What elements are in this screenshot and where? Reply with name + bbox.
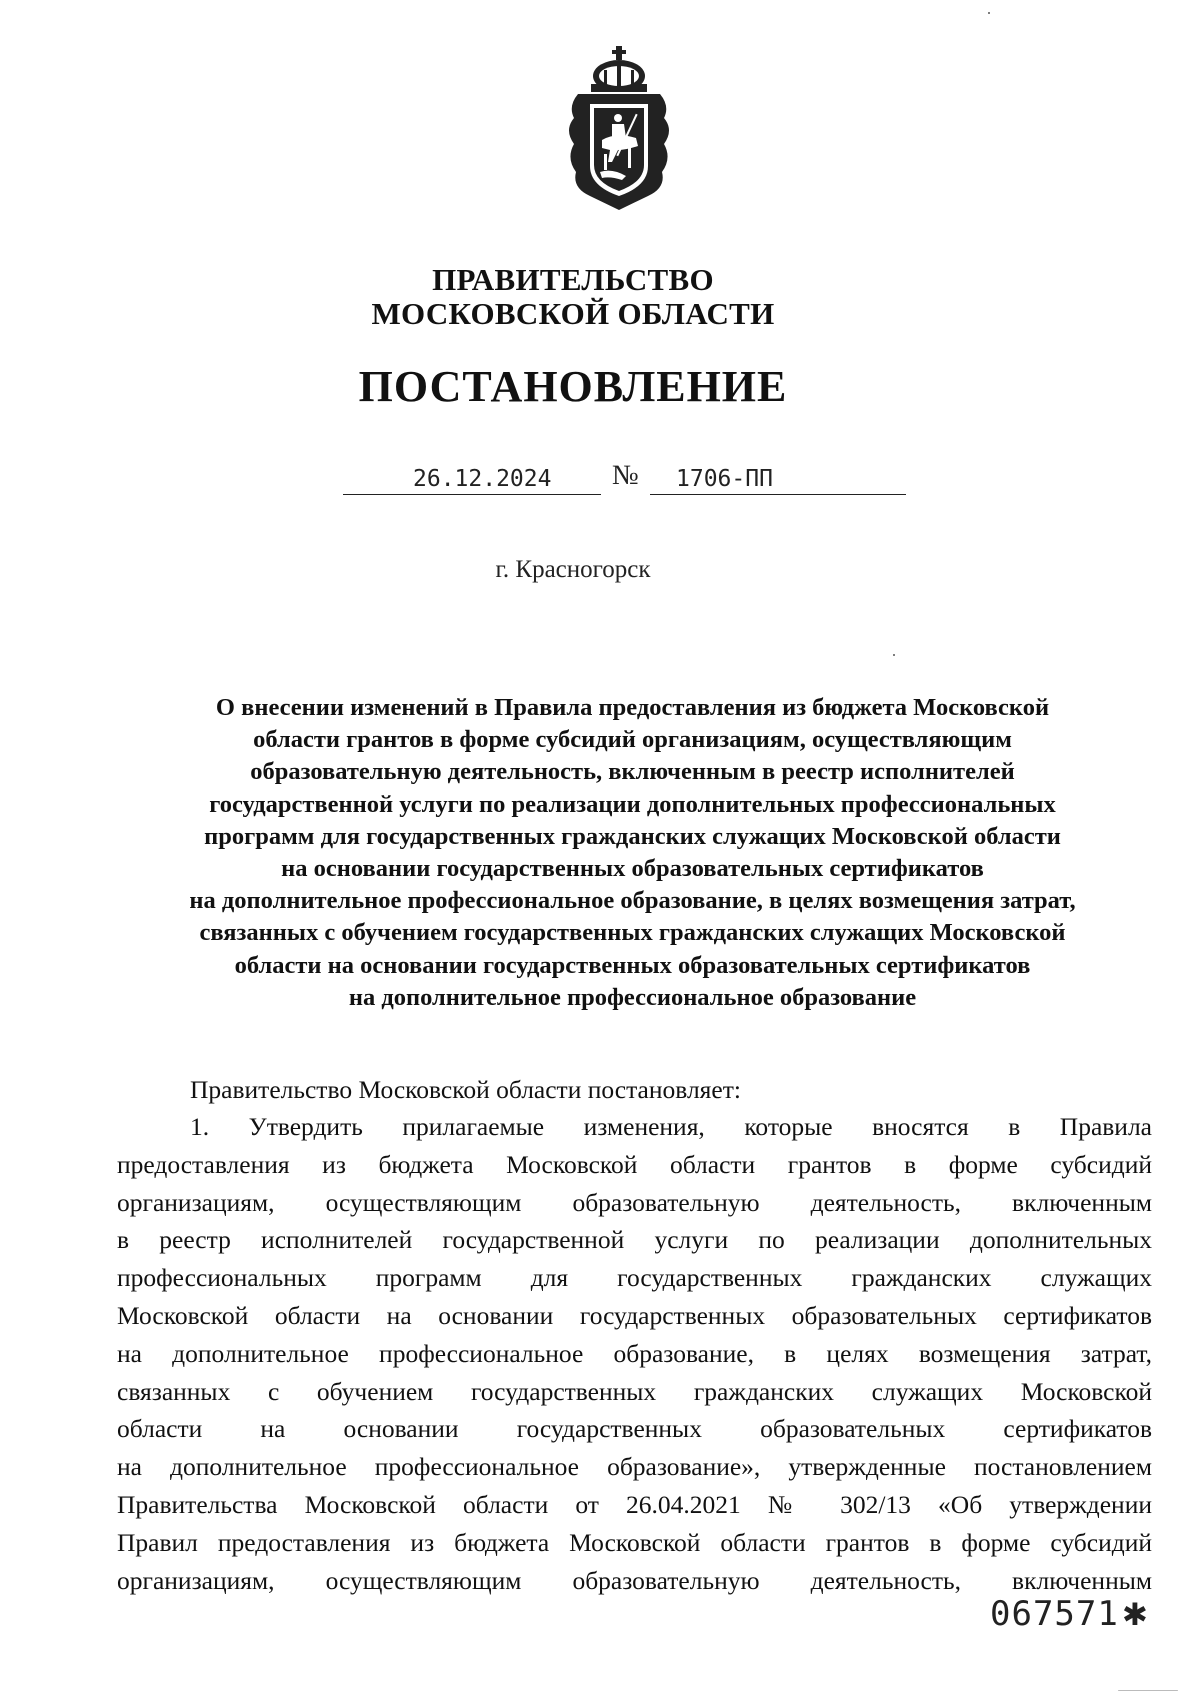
subject-line: области на основании государственных образовательных сертификатов xyxy=(234,951,1031,979)
moscow-oblast-coat-of-arms-icon xyxy=(556,46,682,212)
clause-line: Московской области на основании государственных образовательных сертификатов xyxy=(117,1300,1152,1330)
decree-number-field xyxy=(650,462,906,495)
organization-name-line2: МОСКОВСКОЙ ОБЛАСТИ xyxy=(371,296,775,331)
number-sign: № xyxy=(612,460,639,491)
clause-line: предоставления из бюджета Московской области грантов в форме субсидий xyxy=(117,1149,1152,1179)
decree-number: 1706-ПП xyxy=(676,466,773,492)
subject-line: на дополнительное профессиональное образование, в целях возмещения затрат, xyxy=(189,887,1076,915)
decree-date: 26.12.2024 xyxy=(413,466,552,492)
clause-line: 1. Утвердить прилагаемые изменения, которые вносятся в Правила xyxy=(190,1112,1152,1141)
decree-date-field xyxy=(343,462,601,495)
city-name: г. Красногорск xyxy=(495,556,651,583)
clause-line: в реестр исполнителей государственной услуги по реализации дополнительных xyxy=(117,1225,1152,1255)
subject-line: образовательную деятельность, включенным в реестр исполнителей xyxy=(250,758,1015,786)
clause-line: связанных с обучением государственных гражданских служащих Московской xyxy=(117,1376,1152,1406)
subject-line: на дополнительное профессиональное образование xyxy=(348,983,917,1011)
clause-line: профессиональных программ для государственных гражданских служащих xyxy=(117,1263,1152,1293)
asterisk-mark-icon: ✱ xyxy=(1122,1589,1148,1635)
subject-line: программ для государственных гражданских служащих Московской области xyxy=(204,822,1061,850)
subject-line: О внесении изменений в Правила предоставления из бюджета Московской xyxy=(215,694,1050,721)
subject-line: на основании государственных образовательных сертификатов xyxy=(281,855,984,883)
preamble: Правительство Московской области постановляет: xyxy=(190,1075,741,1104)
subject-line: связанных с обучением государственных гражданских служащих Московской xyxy=(199,919,1066,947)
document-type-title: ПОСТАНОВЛЕНИЕ xyxy=(358,362,788,411)
organization-name-line1: ПРАВИТЕЛЬСТВО xyxy=(432,262,714,297)
clause-line: Правительства Московской области от 26.04.2021 № 302/13 «Об утверждении xyxy=(117,1489,1152,1519)
serial-digits: 067571 xyxy=(990,1594,1119,1634)
clause-line: на дополнительное профессиональное образование», утвержденные постановлением xyxy=(117,1452,1152,1482)
scan-speck xyxy=(1118,1690,1178,1691)
decree-subject xyxy=(115,692,1150,1014)
clause-line: организациям, осуществляющим образовательную деятельность, включенным xyxy=(117,1565,1152,1595)
clause-line: на дополнительное профессиональное образование, в целях возмещения затрат, xyxy=(117,1338,1152,1368)
form-serial-number xyxy=(990,1589,1148,1635)
clause-1 xyxy=(117,1108,1152,1599)
scan-speck xyxy=(988,12,990,14)
clause-line: области на основании государственных образовательных сертификатов xyxy=(117,1414,1152,1444)
clause-line: организациям, осуществляющим образовательную деятельность, включенным xyxy=(117,1187,1152,1217)
subject-line: области грантов в форме субсидий организациям, осуществляющим xyxy=(253,726,1012,754)
scan-speck xyxy=(893,654,895,656)
clause-line: Правил предоставления из бюджета Московской области грантов в форме субсидий xyxy=(117,1527,1152,1557)
subject-line: государственной услуги по реализации дополнительных профессиональных xyxy=(209,790,1056,818)
